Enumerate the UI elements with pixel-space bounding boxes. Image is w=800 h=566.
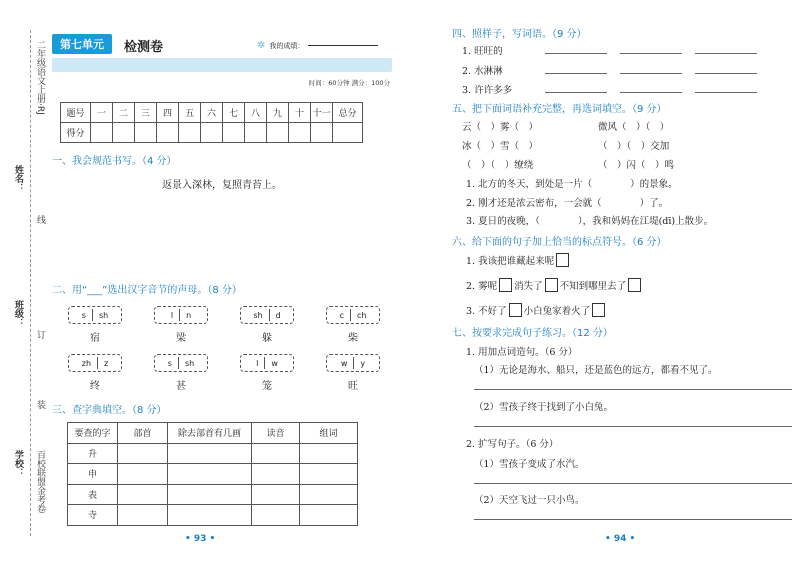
divider	[92, 309, 93, 321]
fill-word[interactable]: （ ）（ ）交加	[598, 141, 670, 152]
dict-header-cell: 读音	[252, 423, 300, 444]
hanzi: 躲	[262, 333, 272, 344]
divider	[178, 357, 179, 369]
pinyin-option-box	[154, 306, 208, 324]
pinyin-option[interactable]: ch	[356, 310, 367, 320]
score-cell[interactable]	[135, 123, 157, 143]
dict-row	[68, 484, 358, 505]
punct-text: 2. 雾呢	[466, 281, 498, 292]
score-label: 我的成绩：	[269, 41, 305, 50]
score-cell[interactable]	[223, 123, 245, 143]
pinyin-row	[68, 306, 380, 324]
dict-answer-cell[interactable]	[300, 464, 358, 485]
star-icon: ✲	[257, 40, 266, 51]
pinyin-option[interactable]: d	[275, 310, 281, 320]
section-5-title: 五、把下面词语补充完整，再选词填空。（9 分）	[452, 104, 667, 115]
pinyin-option[interactable]: s	[81, 310, 86, 320]
punct-text: 不知到哪里去了	[559, 281, 627, 292]
dict-header-cell: 部首	[118, 423, 168, 444]
score-area	[257, 40, 378, 51]
score-cell[interactable]	[245, 123, 267, 143]
cut-mark: 订	[35, 330, 45, 339]
dict-answer-cell[interactable]	[168, 505, 252, 526]
binding-margin	[0, 0, 48, 566]
score-cell[interactable]	[311, 123, 333, 143]
sentence-prompt: （1）无论是海水、船只，还是蓝色的远方，都看不见了。	[474, 365, 718, 376]
punct-box[interactable]	[556, 253, 569, 267]
dict-answer-cell[interactable]	[168, 484, 252, 505]
school-label: 学校：	[13, 450, 23, 477]
divider	[97, 357, 98, 369]
cut-mark: 线	[35, 215, 45, 224]
word-item-label: 1. 旺旺的	[462, 46, 503, 57]
score-header-cell: 二	[113, 103, 135, 123]
dict-answer-cell[interactable]	[118, 505, 168, 526]
score-cell[interactable]	[157, 123, 179, 143]
score-header-cell: 八	[245, 103, 267, 123]
score-header-cell: 总分	[333, 103, 363, 123]
score-header-cell: 五	[179, 103, 201, 123]
punct-box[interactable]	[592, 303, 605, 317]
pinyin-option[interactable]: s	[167, 358, 172, 368]
pinyin-option-box	[326, 354, 380, 372]
divider	[350, 309, 351, 321]
pinyin-option-box	[240, 354, 294, 372]
score-cell[interactable]	[201, 123, 223, 143]
answer-line[interactable]	[620, 73, 682, 74]
score-cell[interactable]	[113, 123, 135, 143]
score-cell[interactable]	[333, 123, 363, 143]
char-row	[68, 377, 380, 392]
score-row-label: 得分	[61, 123, 91, 143]
exam-meta: 时间：60分钟 满分：100分	[308, 79, 390, 87]
sentence-prompt: （2）天空飞过一只小鸟。	[474, 495, 585, 506]
header-band	[52, 58, 392, 72]
page-title: 检测卷	[124, 40, 164, 55]
dict-answer-cell[interactable]	[252, 505, 300, 526]
pinyin-option-box	[154, 354, 208, 372]
hanzi: 旺	[348, 381, 358, 392]
dict-answer-cell[interactable]	[252, 443, 300, 464]
cut-mark: 装	[35, 400, 45, 409]
hanzi: 终	[90, 381, 100, 392]
score-header-cell: 九	[267, 103, 289, 123]
dict-answer-cell[interactable]	[118, 484, 168, 505]
pinyin-option[interactable]: sh	[98, 310, 109, 320]
dict-row	[68, 464, 358, 485]
cut-line	[30, 30, 31, 536]
subquestion: 2. 扩写句子。（6 分）	[466, 439, 559, 450]
answer-line[interactable]	[695, 92, 757, 93]
score-cell[interactable]	[179, 123, 201, 143]
word-item-label: 3. 许许多多	[462, 85, 513, 96]
score-header-cell: 十一	[311, 103, 333, 123]
divider	[179, 309, 180, 321]
fill-question[interactable]: 3. 夏日的夜晚，（ ），我和妈妈在江堤(dī)上散步。	[466, 216, 714, 227]
score-line[interactable]	[308, 45, 378, 46]
pinyin-option[interactable]: n	[186, 310, 192, 320]
class-label: 班级：	[13, 300, 23, 327]
score-header-cell: 三	[135, 103, 157, 123]
score-header-cell: 题号	[61, 103, 91, 123]
hanzi: 宿	[90, 333, 100, 344]
name-label: 姓名：	[13, 165, 23, 192]
dict-row	[68, 505, 358, 526]
dict-answer-cell[interactable]	[252, 464, 300, 485]
dict-answer-cell[interactable]	[300, 505, 358, 526]
right-page	[400, 0, 800, 566]
dict-char: 申	[68, 464, 118, 485]
punct-box[interactable]	[545, 278, 558, 292]
hanzi: 梁	[176, 333, 186, 344]
fill-word[interactable]: （ ）（ ）缭绕	[462, 160, 534, 171]
answer-line[interactable]	[695, 73, 757, 74]
pinyin-option[interactable]: y	[360, 358, 366, 368]
divider	[269, 309, 270, 321]
answer-line[interactable]	[695, 53, 757, 54]
dict-answer-cell[interactable]	[252, 484, 300, 505]
dict-answer-cell[interactable]	[168, 443, 252, 464]
pinyin-option[interactable]: zh	[81, 358, 92, 368]
score-header-cell: 六	[201, 103, 223, 123]
pinyin-option[interactable]: sh	[253, 310, 263, 320]
pinyin-option[interactable]: w	[340, 358, 348, 368]
pinyin-option-box	[68, 354, 122, 372]
fill-question[interactable]: 1. 北方的冬天，到处是一片（ ）的景象。	[466, 179, 678, 190]
word-item	[462, 82, 512, 96]
punct-box[interactable]	[509, 303, 522, 317]
binding-top-text: 二年级语文上册·RJ	[35, 40, 45, 115]
word-item	[462, 63, 503, 77]
section-3-title: 三、查字典填空。（8 分）	[52, 405, 167, 416]
section-2-title: 二、用“___”选出汉字音节的声母。（8 分）	[52, 285, 242, 296]
sentence-prompt: （1）雪孩子变成了水汽。	[474, 459, 585, 470]
dict-row	[68, 443, 358, 464]
section-7-title: 七、按要求完成句子练习。（12 分）	[452, 328, 613, 339]
score-cell[interactable]	[267, 123, 289, 143]
punct-text: 1. 我该把谁藏起来呢	[466, 256, 555, 267]
score-header-cell: 十	[289, 103, 311, 123]
fill-word[interactable]: （ ）闪（ ）鸣	[598, 160, 675, 171]
pinyin-option[interactable]: sh	[184, 358, 195, 368]
dict-answer-cell[interactable]	[118, 443, 168, 464]
fill-word[interactable]: 冰（ ）雪（ ）	[462, 141, 539, 152]
section-1-title: 一、我会规范书写。（4 分）	[52, 156, 177, 167]
pinyin-option[interactable]: w	[271, 358, 278, 368]
answer-line[interactable]	[474, 519, 792, 520]
answer-line[interactable]	[620, 53, 682, 54]
section-6-title: 六、给下面的句子加上恰当的标点符号。（6 分）	[452, 237, 667, 248]
score-header-cell: 一	[91, 103, 113, 123]
unit-tag: 第七单元	[52, 34, 112, 54]
subquestion: 1. 用加点词造句。（6 分）	[466, 347, 578, 358]
char-row	[68, 329, 380, 344]
dict-answer-cell[interactable]	[300, 484, 358, 505]
page-number: • 94 •	[605, 534, 636, 544]
score-header-cell: 七	[223, 103, 245, 123]
copy-sentence: 返景入深林，复照青苔上。	[162, 180, 282, 191]
answer-line[interactable]	[474, 483, 792, 484]
answer-line[interactable]	[620, 92, 682, 93]
punct-box[interactable]	[499, 278, 512, 292]
word-item	[462, 43, 503, 57]
fill-word[interactable]: 云（ ）雾（ ）	[462, 122, 539, 133]
fill-word[interactable]: 微风（ ）（ ）	[598, 122, 670, 133]
pinyin-option-box	[326, 306, 380, 324]
dictionary-table	[67, 422, 358, 526]
hanzi: 甚	[176, 381, 186, 392]
pinyin-option[interactable]: l	[170, 310, 174, 320]
pinyin-option[interactable]: c	[339, 310, 344, 320]
score-cell[interactable]	[289, 123, 311, 143]
dict-answer-cell[interactable]	[300, 443, 358, 464]
pinyin-option-box	[240, 306, 294, 324]
dict-answer-cell[interactable]	[168, 464, 252, 485]
fill-question[interactable]: 2. 刚才还是浓云密布，一会就（ ）了。	[466, 198, 669, 209]
dict-header-cell: 除去部首有几画	[168, 423, 252, 444]
divider	[264, 357, 265, 369]
punct-question	[466, 303, 607, 317]
dict-char: 寺	[68, 505, 118, 526]
score-table	[60, 102, 363, 143]
answer-line[interactable]	[474, 389, 792, 390]
score-header-cell: 四	[157, 103, 179, 123]
punct-box[interactable]	[628, 278, 641, 292]
score-header-row	[61, 103, 363, 123]
dict-header-row	[68, 423, 358, 444]
score-value-row	[61, 123, 363, 143]
section-4-title: 四、照样子，写词语。（9 分）	[452, 29, 587, 40]
punct-question	[466, 278, 643, 292]
page-header	[52, 30, 392, 58]
dict-char: 表	[68, 484, 118, 505]
pinyin-option[interactable]: z	[104, 358, 109, 368]
punct-text: 小白兔家着火了	[523, 306, 591, 317]
answer-line[interactable]	[545, 53, 607, 54]
answer-line[interactable]	[474, 426, 792, 427]
dict-char: 升	[68, 443, 118, 464]
pinyin-row	[68, 354, 380, 372]
hanzi: 笼	[262, 381, 272, 392]
sentence-prompt: （2）雪孩子终于找到了小白兔。	[474, 402, 614, 413]
punct-text: 3. 不好了	[466, 306, 507, 317]
binding-bottom-text: 百校联盟金考卷	[35, 450, 45, 513]
word-item-label: 2. 水淋淋	[462, 66, 503, 77]
punct-text: 消失了	[514, 281, 543, 292]
answer-line[interactable]	[545, 73, 607, 74]
page-number: • 93 •	[185, 534, 216, 544]
answer-line[interactable]	[545, 92, 607, 93]
punct-question	[466, 253, 571, 267]
hanzi: 柴	[348, 333, 358, 344]
dict-header-cell: 要查的字	[68, 423, 118, 444]
dict-header-cell: 组词	[300, 423, 358, 444]
pinyin-option[interactable]: l	[256, 358, 259, 368]
pinyin-option-box	[68, 306, 122, 324]
score-cell[interactable]	[91, 123, 113, 143]
divider	[353, 357, 354, 369]
dict-answer-cell[interactable]	[118, 464, 168, 485]
